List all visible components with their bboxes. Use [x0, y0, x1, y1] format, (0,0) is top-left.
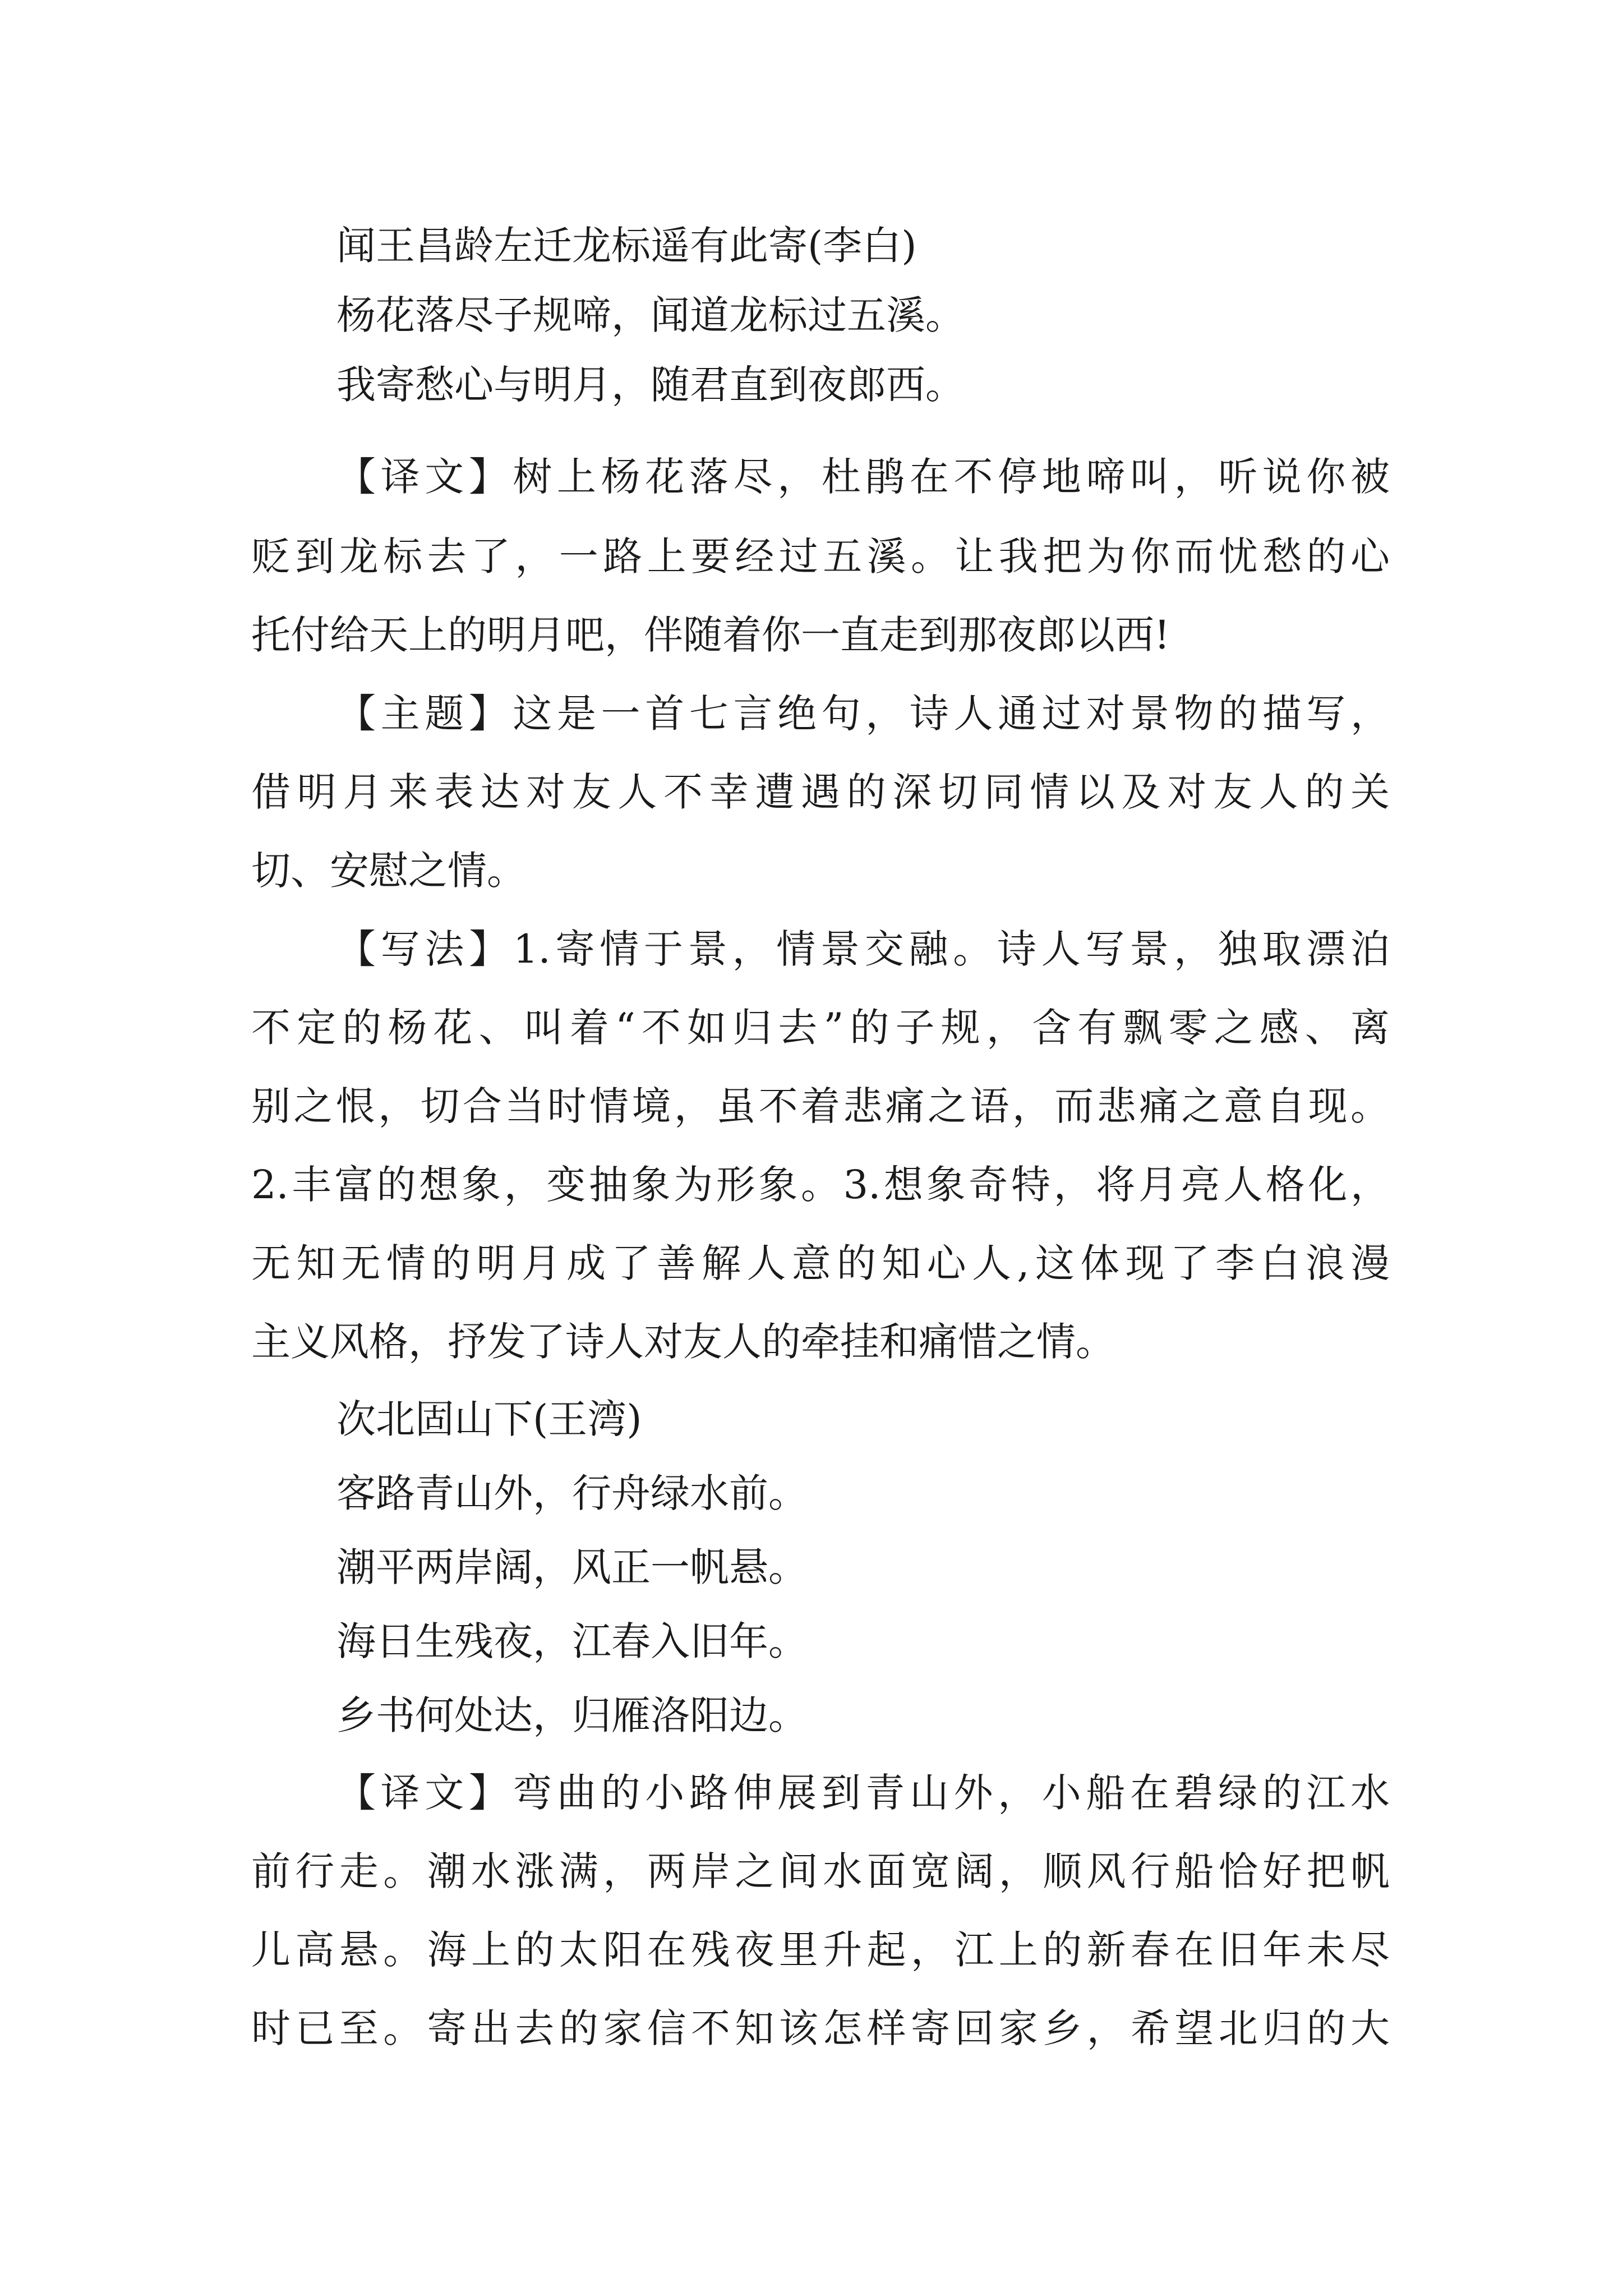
poem-line: 潮平两岸阔，风正一帆悬。 — [336, 1544, 808, 1590]
translation-paragraph-line: 【译文】树上杨花落尽，杜鹃在不停地啼叫，听说你被 — [336, 454, 1390, 500]
technique-paragraph-line: 别之恨，切合当时情境，虽不着悲痛之语，而悲痛之意自现。 — [251, 1083, 1390, 1129]
poem-title-li-bai: 闻王昌龄左迁龙标遥有此寄(李白) — [336, 223, 917, 269]
technique-paragraph-line: 不定的杨花、叫着“不如归去”的子规，含有飘零之感、离 — [251, 1005, 1390, 1051]
poem-line: 杨花落尽子规啼，闻道龙标过五溪。 — [336, 292, 965, 338]
technique-paragraph-line: 【写法】1.寄情于景，情景交融。诗人写景，独取漂泊 — [336, 926, 1390, 972]
poem-title-wang-wan: 次北固山下(王湾) — [336, 1396, 642, 1442]
technique-paragraph-line: 2.丰富的想象，变抽象为形象。3.想象奇特，将月亮人格化， — [251, 1162, 1390, 1208]
technique-paragraph-line: 无知无情的明月成了善解人意的知心人,这体现了李白浪漫 — [251, 1240, 1390, 1286]
translation-paragraph-line: 托付给天上的明月吧，伴随着你一直走到那夜郎以西! — [251, 612, 1170, 658]
theme-paragraph-line: 【主题】这是一首七言绝句，诗人通过对景物的描写， — [336, 691, 1390, 737]
technique-paragraph-line: 主义风格，抒发了诗人对友人的牵挂和痛惜之情。 — [251, 1319, 1115, 1365]
poem-line: 海日生残夜，江春入旧年。 — [336, 1618, 808, 1664]
poem-line: 客路青山外，行舟绿水前。 — [336, 1470, 808, 1516]
poem-line: 我寄愁心与明月，随君直到夜郎西。 — [336, 362, 965, 408]
translation-paragraph-line: 前行走。潮水涨满，两岸之间水面宽阔，顺风行船恰好把帆 — [251, 1848, 1390, 1894]
theme-paragraph-line: 借明月来表达对友人不幸遭遇的深切同情以及对友人的关 — [251, 769, 1390, 815]
theme-paragraph-line: 切、安慰之情。 — [251, 848, 526, 894]
poem-line: 乡书何处达，归雁洛阳边。 — [336, 1692, 808, 1738]
translation-paragraph-line: 儿高悬。海上的太阳在残夜里升起，江上的新春在旧年未尽 — [251, 1927, 1390, 1973]
translation-paragraph-line: 贬到龙标去了，一路上要经过五溪。让我把为你而忧愁的心 — [251, 533, 1390, 579]
translation-paragraph-line: 【译文】弯曲的小路伸展到青山外，小船在碧绿的江水 — [336, 1770, 1390, 1816]
translation-paragraph-line: 时已至。寄出去的家信不知该怎样寄回家乡，希望北归的大 — [251, 2005, 1390, 2051]
